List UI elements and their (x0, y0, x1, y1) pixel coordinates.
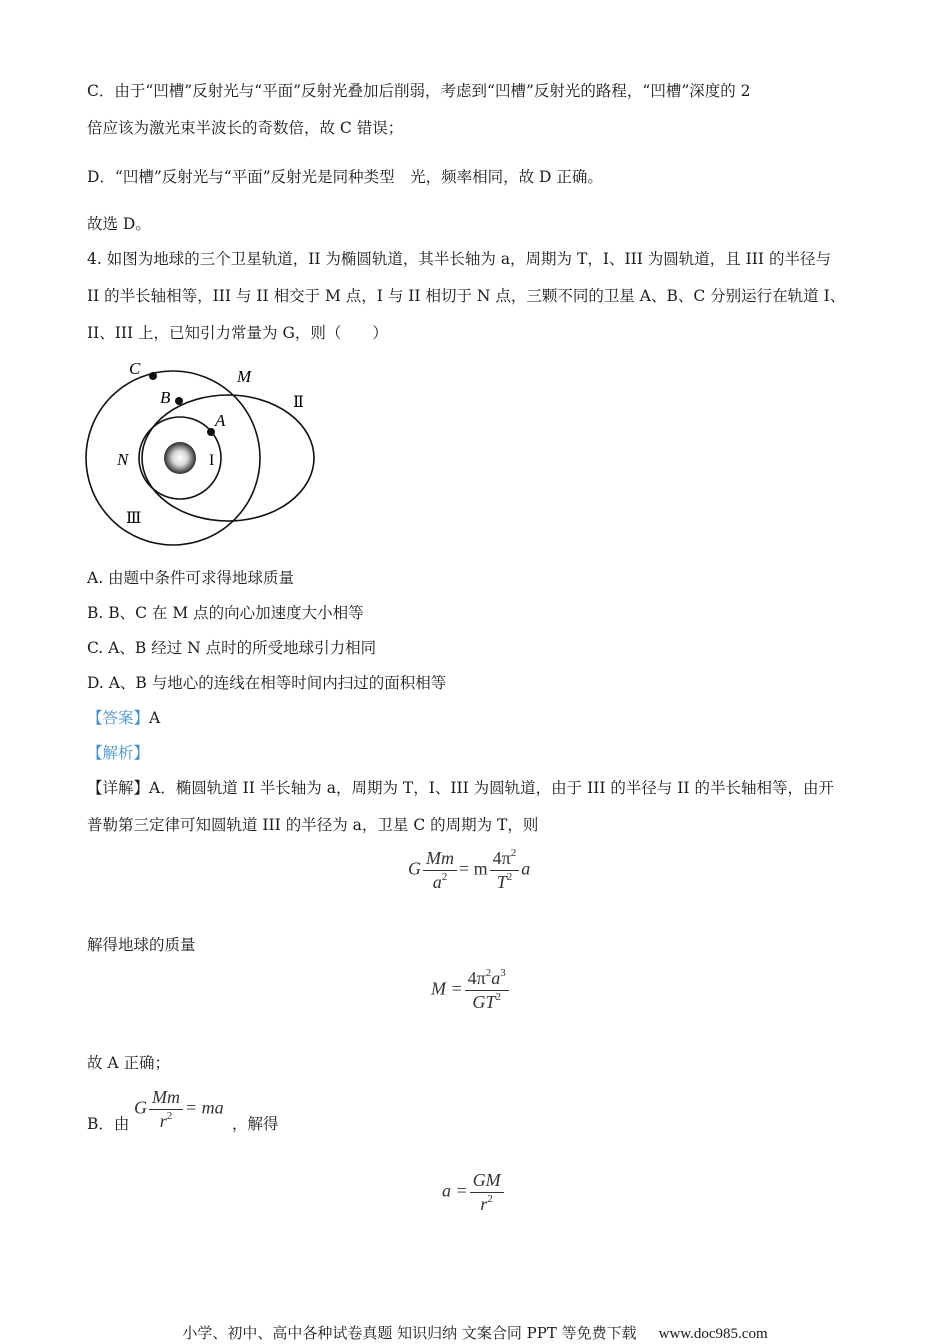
label-b: B (160, 388, 171, 407)
satellite-a-dot (207, 428, 215, 436)
label-orbit-i: I (209, 452, 215, 469)
answer-label: 【答案】 (87, 709, 150, 727)
satellite-b-dot (175, 397, 183, 405)
option-d: D. A、B 与地心的连线在相等时间内扫过的面积相等 (87, 674, 447, 692)
prev-c-line2: 倍应该为激光束半波长的奇数倍，故 C 错误； (87, 119, 404, 137)
prev-choose: 故选 D。 (87, 215, 151, 233)
question-stem-line1: 4. 如图为地球的三个卫星轨道，II 为椭圆轨道，其半长轴为 a，周期为 T，I、III 为圆轨道，且 III 的半径与 (87, 250, 831, 268)
label-orbit-ii: Ⅱ (293, 394, 304, 411)
detail-line1-text: A．椭圆轨道 II 半长轴为 a，周期为 T，I、III 为圆轨道，由于 III 的半径与 II 的半长轴相等，由开 (149, 779, 834, 797)
footer (0, 1322, 950, 1343)
option-a: A. 由题中条件可求得地球质量 (87, 569, 295, 587)
equation-1: G $\frac{Mm}{a^2}$ = m $\frac{4\pi^2}{T^2}$ a (408, 847, 531, 892)
label-a: A (215, 411, 226, 430)
detail-b-suffix: ，解得 (232, 1115, 279, 1133)
detail-line2: 普勒第三定律可知圆轨道 III 的半径为 a，卫星 C 的周期为 T，则 (87, 816, 539, 834)
detail-b-prefix: B．由 (87, 1115, 130, 1133)
answer-value: A (149, 709, 161, 727)
equation-2: M = $\frac{4\pi^2a^3}{GT^2}$ (431, 968, 511, 1013)
footer-url[interactable]: www.doc985.com (658, 1326, 768, 1342)
analysis-label-text: 【解析】 (87, 744, 150, 762)
answer-line (87, 707, 160, 729)
question-stem-line2: II 的半长轴相等，III 与 II 相交于 M 点，I 与 II 相切于 N 点，三颗不同的卫星 A、B、C 分别运行在轨道 I、 (87, 287, 846, 305)
footer-text: 小学、初中、高中各种试卷真题 知识归纳 文案合同 PPT 等免费下载 (182, 1324, 637, 1342)
label-c: C (129, 359, 141, 378)
label-m: M (237, 367, 252, 386)
prev-c-line1: C．由于“凹槽”反射光与“平面”反射光叠加后削弱，考虑到“凹槽”反射光的路程，“凹槽”深度的 2 (87, 82, 751, 100)
detail-solve-mass: 解得地球的质量 (87, 936, 196, 954)
question-stem-line3: II、III 上，已知引力常量为 G，则（ ） (87, 324, 388, 342)
detail-label: 【详解】 (87, 779, 150, 797)
equation-3: G $\frac{Mm}{r^2}$ = ma (134, 1087, 224, 1131)
detail-a-correct: 故 A 正确； (87, 1054, 171, 1072)
orbit-diagram (80, 355, 330, 555)
option-c: C. A、B 经过 N 点时的所受地球引力相同 (87, 639, 377, 657)
prev-d-line: D．“凹槽”反射光与“平面”反射光是同种类型 光，频率相同，故 D 正确。 (87, 168, 603, 186)
earth (164, 442, 196, 474)
label-orbit-iii: Ⅲ (126, 510, 142, 527)
satellite-c-dot (149, 372, 157, 380)
option-b: B. B、C 在 M 点的向心加速度大小相等 (87, 604, 364, 622)
label-n: N (117, 450, 129, 469)
equation-4: a = $\frac{GM}{r^2}$ (442, 1170, 506, 1215)
analysis-label (87, 742, 149, 764)
detail-line1 (87, 777, 834, 799)
